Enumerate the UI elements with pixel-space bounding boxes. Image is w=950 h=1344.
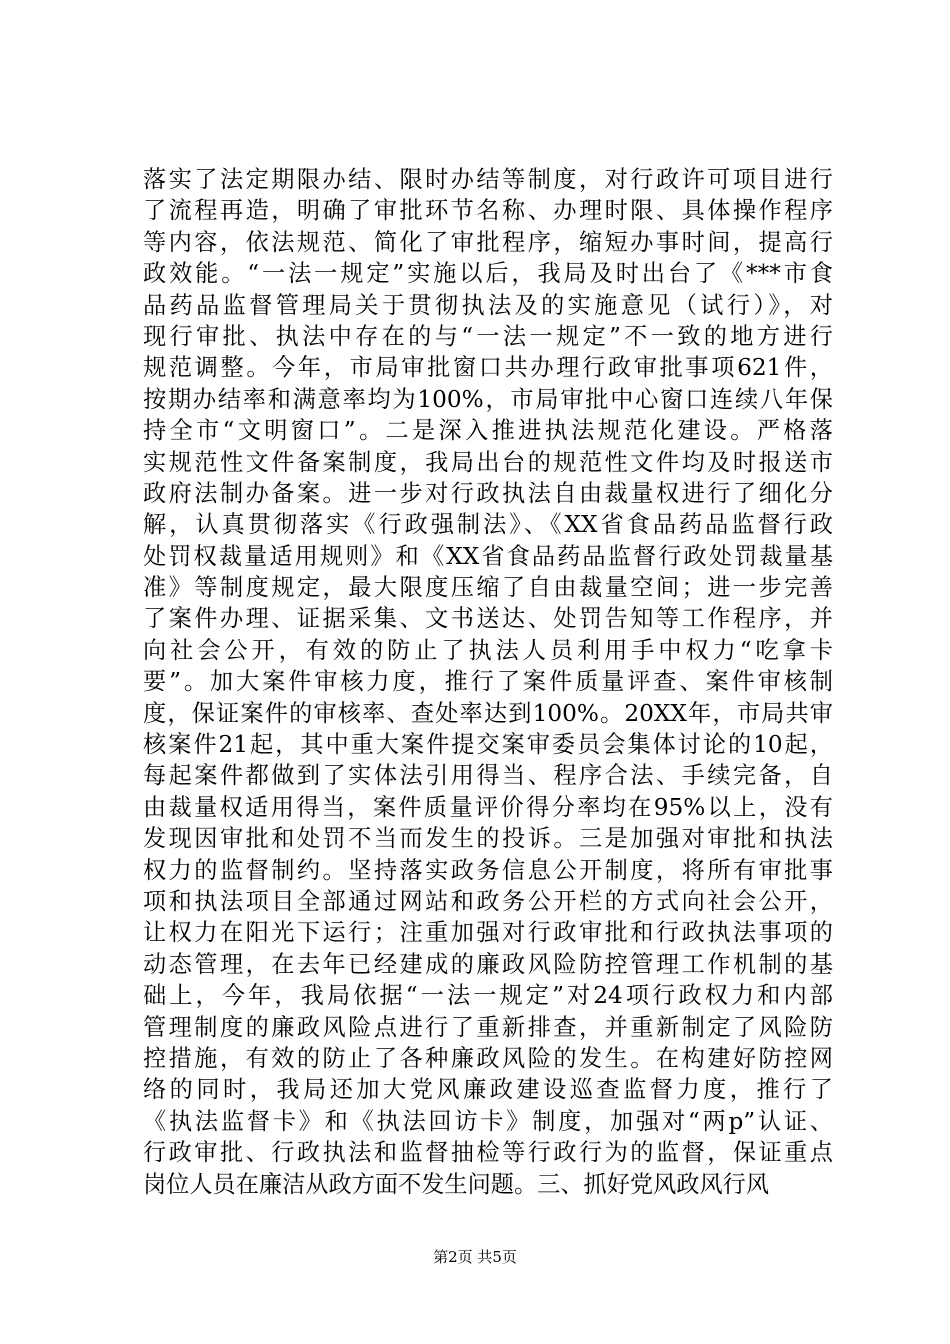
- text-line: 础上，今年，我局依据“一法一规定”对24项行政权力和内部: [143, 982, 833, 1010]
- text-line: 等内容，依法规范、简化了审批程序，缩短办事时间，提高行: [143, 228, 833, 256]
- text-line: 控措施，有效的防止了各种廉政风险的发生。在构建好防控网: [143, 1044, 833, 1072]
- text-line: 发现因审批和处罚不当而发生的投诉。三是加强对审批和执法: [143, 825, 833, 853]
- text-line: 管理制度的廉政风险点进行了重新排查，并重新制定了风险防: [143, 1013, 833, 1041]
- text-line: 政府法制办备案。进一步对行政执法自由裁量权进行了细化分: [143, 479, 833, 507]
- text-line: 解，认真贯彻落实《行政强制法》、《XX省食品药品监督行政: [143, 511, 833, 539]
- text-line: 权力的监督制约。坚持落实政务信息公开制度，将所有审批事: [143, 856, 833, 884]
- text-line: 岗位人员在廉洁从政方面不发生问题。三、抓好党风政风行风: [143, 1170, 770, 1198]
- text-line: 由裁量权适用得当，案件质量评价得分率均在95%以上，没有: [143, 793, 833, 821]
- text-line: 规范调整。今年，市局审批窗口共办理行政审批事项621件，: [143, 354, 833, 382]
- text-line: 实规范性文件备案制度，我局出台的规范性文件均及时报送市: [143, 448, 833, 476]
- text-line: 让权力在阳光下运行；注重加强对行政审批和行政执法事项的: [143, 919, 833, 947]
- text-line: 度，保证案件的审核率、查处率达到100%。20XX年，市局共审: [143, 699, 833, 727]
- text-line: 准》等制度规定，最大限度压缩了自由裁量空间；进一步完善: [143, 574, 833, 602]
- text-line: 《执法监督卡》和《执法回访卡》制度，加强对“两p”认证、: [143, 1107, 833, 1135]
- text-line: 要”。加大案件审核力度，推行了案件质量评查、案件审核制: [143, 668, 833, 696]
- text-line: 处罚权裁量适用规则》和《XX省食品药品监督行政处罚裁量基: [143, 542, 833, 570]
- text-line: 核案件21起，其中重大案件提交案审委员会集体讨论的10起，: [143, 731, 833, 759]
- text-line: 持全市“文明窗口”。二是深入推进执法规范化建设。严格落: [143, 417, 833, 445]
- text-line: 行政审批、行政执法和监督抽检等行政行为的监督，保证重点: [143, 1139, 833, 1167]
- text-line: 按期办结率和满意率均为100%，市局审批中心窗口连续八年保: [143, 385, 833, 413]
- text-line: 络的同时，我局还加大党风廉政建设巡查监督力度，推行了: [143, 1076, 833, 1104]
- text-line: 品药品监督管理局关于贯彻执法及的实施意见（试行）》，对: [143, 291, 833, 319]
- text-line: 了案件办理、证据采集、文书送达、处罚告知等工作程序，并: [143, 605, 833, 633]
- document-body: [143, 164, 833, 1200]
- text-line: 现行审批、执法中存在的与“一法一规定”不一致的地方进行: [143, 322, 833, 350]
- text-line: 每起案件都做到了实体法引用得当、程序合法、手续完备，自: [143, 762, 833, 790]
- text-line: 动态管理，在去年已经建成的廉政风险防控管理工作机制的基: [143, 950, 833, 978]
- page-number-footer: 第2页 共5页: [433, 1248, 517, 1266]
- text-line: 政效能。“一法一规定”实施以后，我局及时出台了《***市食: [143, 260, 833, 288]
- text-line: 落实了法定期限办结、限时办结等制度，对行政许可项目进行: [143, 166, 833, 193]
- text-line: 了流程再造，明确了审批环节名称、办理时限、具体操作程序: [143, 197, 833, 225]
- text-line: 向社会公开，有效的防止了执法人员利用手中权力“吃拿卡: [143, 636, 833, 664]
- text-line: 项和执法项目全部通过网站和政务公开栏的方式向社会公开，: [143, 887, 833, 915]
